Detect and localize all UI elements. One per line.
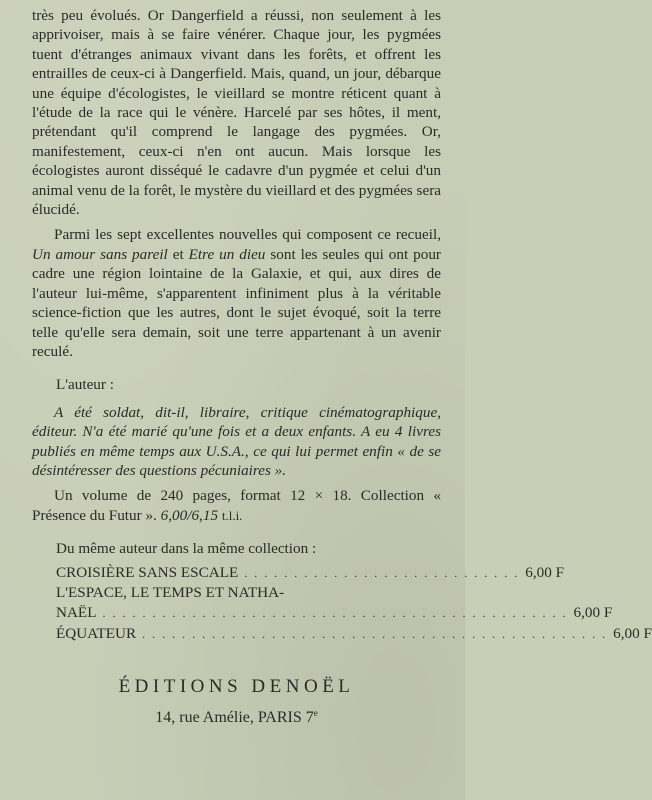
collection-text-c: sont les seules qui ont pour cadre une région lointaine de la Galaxie, et qui, aux dires de l'auteur lui-même, s'apparentent infiniment plus à la véritable science-fiction que les autres, dont le sujet évoqué, soit la terre telle qu'elle sera demain, soit une terre appartenant à un avenir reculé. bbox=[32, 245, 441, 360]
address-text: 14, rue Amélie, PARIS 7 bbox=[155, 709, 314, 727]
collection-text-a: Parmi les sept excellentes nouvelles qui composent ce recueil, bbox=[54, 226, 441, 244]
volume-text: Un volume de 240 pages, format 12 × 18. Collection « Présence du Futur ». bbox=[32, 487, 441, 524]
volume-price: 6,00/6,15 bbox=[160, 506, 219, 524]
book-title: NAËL bbox=[56, 604, 97, 622]
author-heading: L'auteur : bbox=[56, 376, 114, 394]
book-item bbox=[56, 563, 565, 583]
leader-dots: . . . . . . . . . . . . . . . . . . . . . . . . . . . . bbox=[244, 565, 520, 580]
collection-text-b: et bbox=[167, 245, 189, 263]
leader-dots: . . . . . . . . . . . . . . . . . . . . . . . . . . . . . . . . . . . . . . . . . . . . . . . bbox=[142, 626, 608, 641]
address-superscript: e bbox=[313, 708, 318, 719]
book-price: 6,00 F bbox=[525, 563, 565, 581]
book-item bbox=[56, 583, 441, 603]
publisher-name: ÉDITIONS DENOËL bbox=[118, 676, 355, 698]
leader-dots: . . . . . . . . . . . . . . . . . . . . . . . . . . . . . . . . . . . . . . . . . . . . . . . bbox=[102, 606, 568, 621]
book-price: 6,00 F bbox=[573, 604, 613, 622]
collection-paragraph bbox=[32, 225, 441, 361]
author-bio: A été soldat, dit-il, libraire, critique cinématographique, éditeur. N'a été marié qu'une fois et a deux enfants. A eu 4 livres publiés en même temps aux U.S.A., ce qui lui permet enfin « de se désintéresser des questions pécuniaires ». bbox=[32, 403, 441, 479]
book-item bbox=[56, 603, 613, 623]
book-price: 6,00 F bbox=[613, 624, 652, 642]
publisher-address bbox=[32, 703, 441, 728]
description-paragraph: très peu évolués. Or Dangerfield a réussi, non seulement à les apprivoiser, mais à se faire vénérer. Chaque jour, les pygmées tuent d'étranges animaux vivant dans les forêts, et offrent les entrailles de ceux-ci à Dangerfield. Mais, quand, un jour, débarque une équipe d'écologistes, le vieillard se montre réticent quant à l'étude de la race qui le vénère. Harcelé par ses hôtes, il ment, prétendant qu'il comprend le langage des pygmées. Or, manifestement, ceux-ci n'en ont aucun. Mais lorsque les écologistes auront disséqué le cadavre d'un pygmée et celui d'un animal venu de la forêt, le mystère du vieillard et des pygmées sera élucidé. bbox=[32, 7, 441, 219]
book-item bbox=[56, 624, 652, 644]
story-title-2: Etre un dieu bbox=[188, 245, 266, 263]
book-title: CROISIÈRE SANS ESCALE bbox=[56, 563, 239, 581]
story-title-1: Un amour sans pareil bbox=[32, 245, 168, 263]
same-author-heading: Du même auteur dans la même collection : bbox=[56, 540, 317, 558]
book-title: L'ESPACE, LE TEMPS ET NATHA- bbox=[56, 583, 285, 601]
volume-info bbox=[32, 486, 441, 525]
volume-tax: t.l.i. bbox=[221, 507, 243, 523]
book-title: ÉQUATEUR bbox=[56, 624, 137, 642]
book-list bbox=[56, 563, 652, 645]
